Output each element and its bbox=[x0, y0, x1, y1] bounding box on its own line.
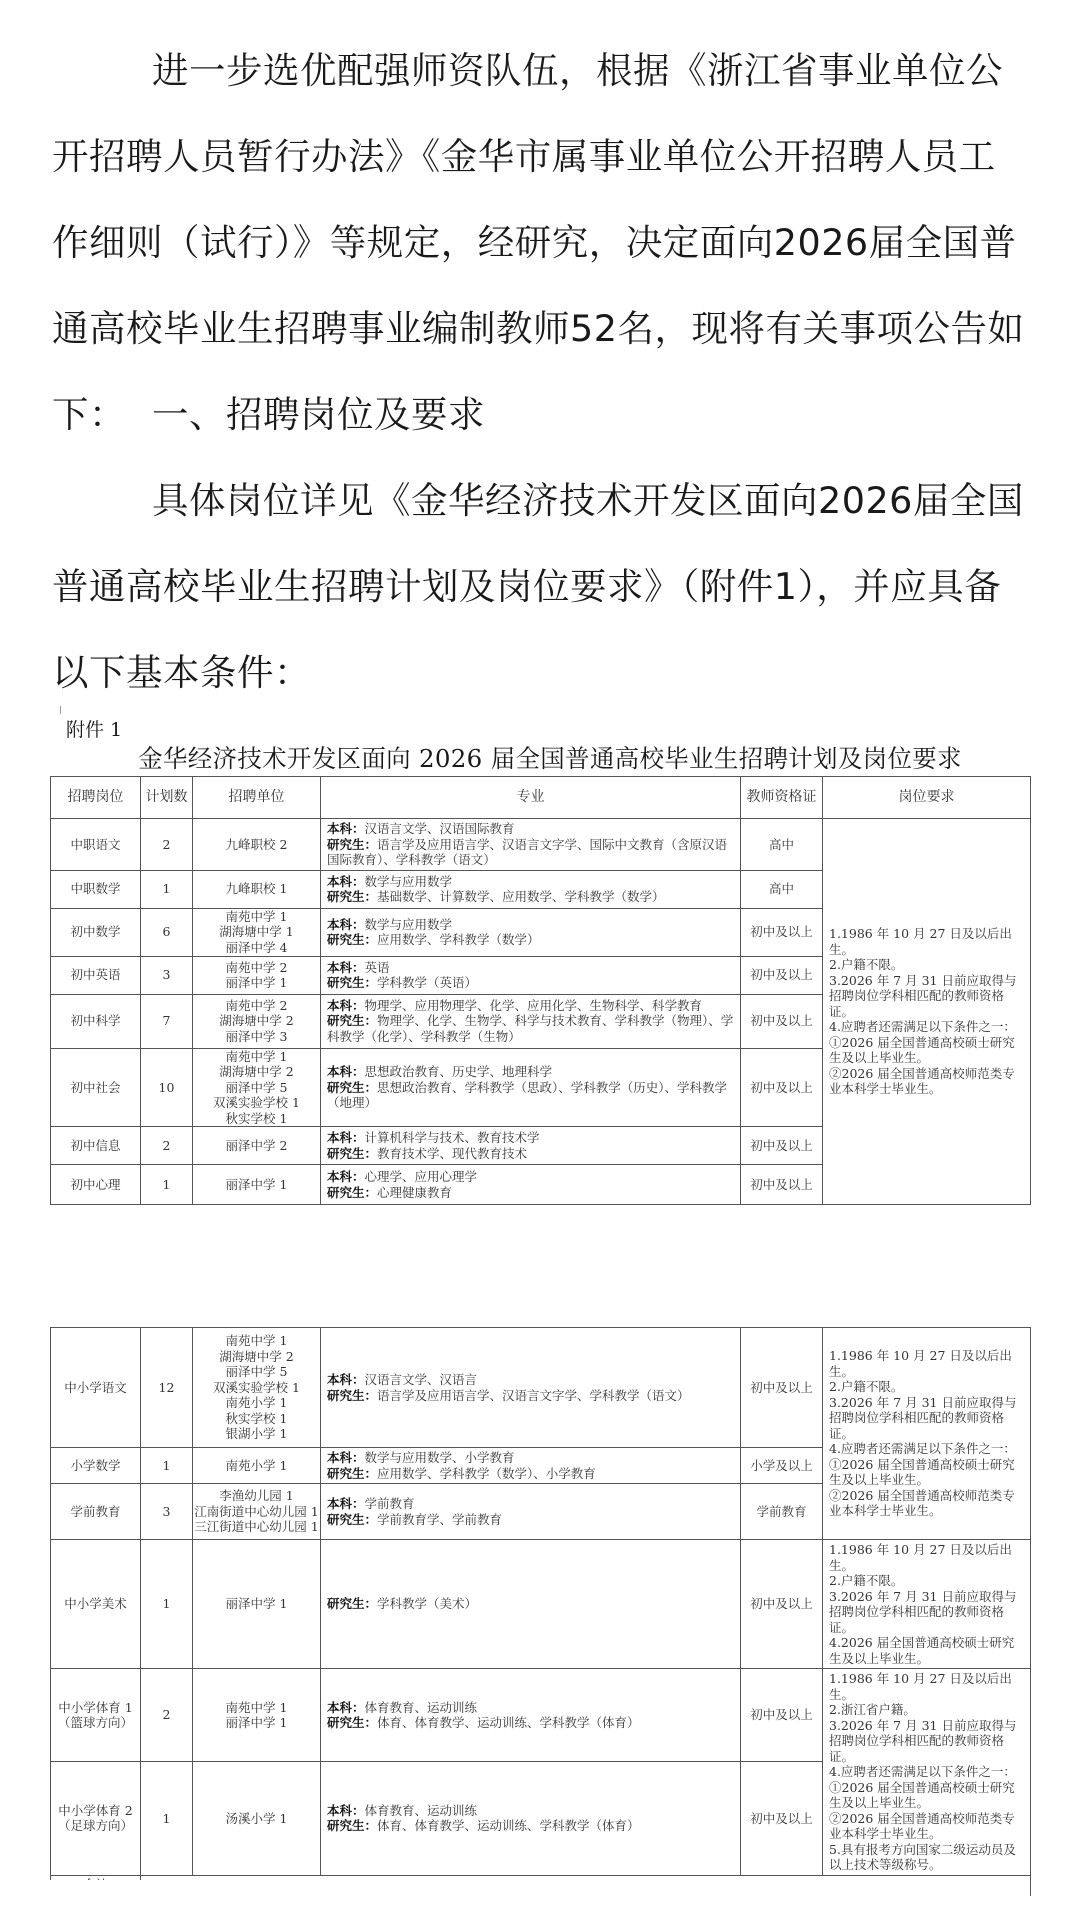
cell-requirements bbox=[823, 1669, 1031, 1876]
cell-units bbox=[193, 1669, 321, 1762]
major-graduate-text: 体育、体育教学、运动训练、学科教学（体育） bbox=[377, 1818, 640, 1834]
label-undergrad: 本科： bbox=[327, 1496, 365, 1511]
cell-cert: 初中及以上 bbox=[741, 1540, 823, 1669]
major-graduate-text: 心理健康教育 bbox=[377, 1184, 453, 1200]
label-graduate: 研究生： bbox=[327, 1079, 378, 1095]
cell-post: 初中英语 bbox=[51, 956, 141, 994]
cell-post: 中小学体育 2（足球方向） bbox=[51, 1762, 141, 1875]
cell-major bbox=[321, 1048, 741, 1127]
cell-units bbox=[193, 819, 321, 871]
major-undergrad bbox=[327, 874, 734, 890]
unit-line: 九峰职校 2 bbox=[225, 836, 288, 852]
cell-count: 1 bbox=[141, 1540, 193, 1669]
scan-tick-mark bbox=[60, 706, 61, 714]
major-graduate bbox=[327, 1818, 734, 1834]
cell-major bbox=[321, 870, 741, 908]
cell-count: 7 bbox=[141, 994, 193, 1048]
cell-requirements bbox=[823, 1328, 1031, 1540]
cell-cert: 小学及以上 bbox=[741, 1448, 823, 1484]
recruitment-table-2 bbox=[50, 1327, 1031, 1896]
major-graduate bbox=[327, 1080, 734, 1111]
major-graduate bbox=[327, 1185, 734, 1201]
requirement-line: ②2026 届全国普通高校师范类专业本科学士毕业生。 bbox=[829, 1810, 1015, 1841]
requirement-line: 3.2026 年 7 月 31 日前应取得与招聘岗位学科相匹配的教师资格证。 bbox=[829, 1394, 1017, 1441]
header-post: 招聘岗位 bbox=[51, 777, 141, 819]
cell-count: 10 bbox=[141, 1048, 193, 1127]
cell-units bbox=[193, 1165, 321, 1205]
cell-count: 6 bbox=[141, 908, 193, 956]
label-graduate: 研究生： bbox=[327, 975, 378, 990]
cell-post: 学前教育 bbox=[51, 1484, 141, 1540]
cell-major bbox=[321, 908, 741, 956]
major-undergrad-text: 学前教育 bbox=[364, 1496, 415, 1511]
unit-line: 丽泽中学 4 bbox=[225, 939, 288, 955]
unit-line: 三江街道中心幼儿园 1 bbox=[194, 1519, 319, 1535]
unit-line: 丽泽中学 1 bbox=[225, 1596, 288, 1612]
cell-units bbox=[193, 1484, 321, 1540]
cell-major bbox=[321, 1762, 741, 1875]
major-undergrad-text: 体育教育、运动训练 bbox=[364, 1802, 478, 1818]
cell-count: 1 bbox=[141, 1448, 193, 1484]
header-unit: 招聘单位 bbox=[193, 777, 321, 819]
major-graduate-text: 思想政治教育、学科教学（思政）、学科教学（历史）、学科教学（地理） bbox=[327, 1079, 728, 1110]
unit-line: 丽泽中学 1 bbox=[225, 975, 288, 990]
unit-line: 湖海塘中学 1 bbox=[219, 924, 294, 940]
cell-cert: 高中 bbox=[741, 870, 823, 908]
cell-units bbox=[193, 908, 321, 956]
cell-cert: 初中及以上 bbox=[741, 1127, 823, 1165]
major-graduate-text: 语言学及应用语言学、汉语言文字学、学科教学（语文） bbox=[377, 1387, 690, 1403]
cell-cert: 初中及以上 bbox=[741, 1165, 823, 1205]
unit-line: 南苑小学 1 bbox=[225, 1395, 288, 1411]
cell-post: 初中数学 bbox=[51, 908, 141, 956]
major-undergrad-text: 计算机科学与技术、教育技术学 bbox=[364, 1130, 540, 1145]
label-undergrad: 本科： bbox=[327, 1372, 365, 1387]
label-graduate: 研究生： bbox=[327, 932, 378, 947]
label-undergrad: 本科： bbox=[327, 821, 365, 836]
label-undergrad: 本科： bbox=[327, 1169, 365, 1184]
major-graduate bbox=[327, 1466, 734, 1482]
major-graduate bbox=[327, 1146, 734, 1162]
unit-line: 双溪实验学校 1 bbox=[213, 1095, 300, 1110]
unit-line: 江南街道中心幼儿园 1 bbox=[194, 1503, 319, 1519]
unit-line: 南苑中学 1 bbox=[225, 1333, 288, 1349]
cell-cert: 初中及以上 bbox=[741, 994, 823, 1048]
requirement-line: 4.应聘者还需满足以下条件之一： bbox=[829, 1764, 1016, 1779]
major-graduate bbox=[327, 1013, 734, 1044]
section-heading-1: 一、招聘岗位及要求 bbox=[152, 393, 485, 436]
label-graduate: 研究生： bbox=[327, 1013, 378, 1029]
major-undergrad bbox=[327, 1169, 734, 1185]
cell-major bbox=[321, 1328, 741, 1448]
unit-line: 南苑中学 1 bbox=[225, 1048, 288, 1064]
cell-post: 初中社会 bbox=[51, 1048, 141, 1127]
label-graduate: 研究生： bbox=[327, 836, 378, 852]
major-undergrad bbox=[327, 960, 734, 976]
major-undergrad-text: 数学与应用数学 bbox=[364, 916, 453, 932]
cell-major bbox=[321, 1540, 741, 1669]
cell-units bbox=[193, 1127, 321, 1165]
header-requirements: 岗位要求 bbox=[823, 777, 1031, 819]
cell-major bbox=[321, 994, 741, 1048]
requirement-line: ①2026 届全国普通高校硕士研究生及以上毕业生。 bbox=[829, 1779, 1015, 1810]
requirement-line: 2.浙江省户籍。 bbox=[829, 1702, 916, 1717]
requirement-line: 3.2026 年 7 月 31 日前应取得与招聘岗位学科相匹配的教师资格证。 bbox=[829, 1717, 1017, 1764]
unit-line: 汤溪小学 1 bbox=[225, 1810, 288, 1826]
major-undergrad-text: 体育教育、运动训练 bbox=[364, 1699, 478, 1715]
cell-requirements bbox=[823, 1540, 1031, 1669]
major-graduate bbox=[327, 1596, 734, 1612]
major-undergrad-text: 数学与应用数学、小学教育 bbox=[364, 1450, 515, 1465]
unit-line: 南苑中学 1 bbox=[225, 1699, 288, 1715]
requirement-line: 5.具有报考方向国家二级运动员及以上技术等级称号。 bbox=[829, 1841, 1016, 1872]
cell-units bbox=[193, 870, 321, 908]
major-undergrad-text: 英语 bbox=[364, 959, 390, 975]
recruitment-table-1 bbox=[50, 776, 1031, 1205]
label-graduate: 研究生： bbox=[327, 1465, 378, 1481]
cell-cert: 初中及以上 bbox=[741, 908, 823, 956]
unit-line: 丽泽中学 5 bbox=[225, 1364, 288, 1380]
major-graduate bbox=[327, 975, 734, 991]
cell-units bbox=[193, 994, 321, 1048]
requirement-line: 4.2026 届全国普通高校硕士研究生及以上毕业生。 bbox=[829, 1635, 1015, 1666]
cell-cert: 初中及以上 bbox=[741, 1328, 823, 1448]
cell-cert: 初中及以上 bbox=[741, 956, 823, 994]
cell-cert: 高中 bbox=[741, 819, 823, 871]
cell-major bbox=[321, 819, 741, 871]
unit-line: 丽泽中学 3 bbox=[225, 1028, 288, 1044]
label-graduate: 研究生： bbox=[327, 1387, 378, 1403]
unit-line: 双溪实验学校 1 bbox=[213, 1379, 300, 1395]
cell-requirements bbox=[823, 819, 1031, 1205]
cell-post: 中小学体育 1（篮球方向） bbox=[51, 1669, 141, 1762]
label-graduate: 研究生： bbox=[327, 1715, 378, 1731]
cell-units bbox=[193, 1448, 321, 1484]
unit-line: 南苑中学 1 bbox=[225, 908, 288, 924]
cell-count: 3 bbox=[141, 956, 193, 994]
requirement-line: 2.户籍不限。 bbox=[829, 1379, 904, 1395]
major-graduate-text: 体育、体育教学、运动训练、学科教学（体育） bbox=[377, 1715, 640, 1731]
major-undergrad bbox=[327, 1450, 734, 1466]
major-undergrad-text: 思想政治教育、历史学、地理科学 bbox=[364, 1064, 553, 1079]
unit-line: 丽泽中学 2 bbox=[225, 1137, 288, 1153]
label-graduate: 研究生： bbox=[327, 889, 378, 904]
label-graduate: 研究生： bbox=[327, 1818, 378, 1834]
cell-count: 1 bbox=[141, 1762, 193, 1875]
cell-major bbox=[321, 1484, 741, 1540]
cell-units bbox=[193, 1328, 321, 1448]
attachment-label: 附件 1 bbox=[66, 719, 123, 741]
label-undergrad: 本科： bbox=[327, 1450, 365, 1465]
cell-count: 2 bbox=[141, 819, 193, 871]
major-graduate-text: 应用数学、学科教学（数学） bbox=[377, 932, 540, 947]
requirement-line: 2.户籍不限。 bbox=[829, 1573, 904, 1588]
unit-line: 秋实学校 1 bbox=[225, 1110, 288, 1126]
major-graduate bbox=[327, 837, 734, 868]
cell-count: 2 bbox=[141, 1669, 193, 1762]
cell-units bbox=[193, 1048, 321, 1127]
cell-major bbox=[321, 1165, 741, 1205]
requirement-line: 1.1986 年 10 月 27 日及以后出生。 bbox=[829, 1542, 1012, 1573]
major-graduate bbox=[327, 1715, 734, 1731]
major-graduate-text: 物理学、化学、生物学、科学与技术教育、学科教学（物理）、学科教学（化学）、学科教学（生物） bbox=[327, 1013, 734, 1044]
cell-count: 1 bbox=[141, 870, 193, 908]
label-graduate: 研究生： bbox=[327, 1184, 378, 1200]
major-graduate-text: 基础数学、计算数学、应用数学、学科教学（数学） bbox=[377, 889, 665, 904]
label-undergrad: 本科： bbox=[327, 1130, 365, 1145]
document-title: 金华经济技术开发区面向 2026 届全国普通高校毕业生招聘计划及岗位要求 bbox=[138, 744, 962, 773]
cell-post: 初中信息 bbox=[51, 1127, 141, 1165]
cell-units bbox=[193, 1540, 321, 1669]
cell-cert: 学前教育 bbox=[741, 1484, 823, 1540]
unit-line: 湖海塘中学 2 bbox=[219, 1348, 294, 1364]
major-undergrad-text: 物理学、应用物理学、化学、应用化学、生物科学、科学教育 bbox=[364, 997, 703, 1013]
table-row bbox=[51, 1669, 1031, 1762]
header-cert: 教师资格证 bbox=[741, 777, 823, 819]
major-undergrad bbox=[327, 1064, 734, 1080]
unit-line: 南苑中学 2 bbox=[225, 997, 288, 1013]
major-graduate-text: 学前教育学、学前教育 bbox=[377, 1511, 503, 1527]
major-undergrad bbox=[327, 821, 734, 837]
cell-post: 初中心理 bbox=[51, 1165, 141, 1205]
table-row bbox=[51, 1540, 1031, 1669]
major-graduate-text: 应用数学、学科教学（数学）、小学教育 bbox=[377, 1465, 596, 1481]
unit-line: 秋实学校 1 bbox=[225, 1410, 288, 1426]
header-major: 专业 bbox=[321, 777, 741, 819]
cell-count: 12 bbox=[141, 1328, 193, 1448]
requirement-line: ①2026 届全国普通高校硕士研究生及以上毕业生。 bbox=[829, 1034, 1015, 1066]
requirement-line: ①2026 届全国普通高校硕士研究生及以上毕业生。 bbox=[829, 1456, 1015, 1488]
major-graduate bbox=[327, 1388, 734, 1404]
cell-post: 中小学美术 bbox=[51, 1540, 141, 1669]
major-graduate bbox=[327, 1512, 734, 1528]
major-undergrad-text: 心理学、应用心理学 bbox=[364, 1169, 478, 1184]
requirement-line: 4.应聘者还需满足以下条件之一： bbox=[829, 1019, 1016, 1035]
major-graduate bbox=[327, 932, 734, 948]
cell-post: 小学数学 bbox=[51, 1448, 141, 1484]
cell-post: 中小学语文 bbox=[51, 1328, 141, 1448]
major-graduate-text: 学科教学（美术） bbox=[377, 1596, 478, 1612]
requirement-line: 1.1986 年 10 月 27 日及以后出生。 bbox=[829, 1671, 1012, 1702]
requirement-line: 4.应聘者还需满足以下条件之一： bbox=[829, 1441, 1016, 1457]
label-undergrad: 本科： bbox=[327, 997, 365, 1013]
requirement-line: 3.2026 年 7 月 31 日前应取得与招聘岗位学科相匹配的教师资格证。 bbox=[829, 1588, 1017, 1635]
label-undergrad: 本科： bbox=[327, 873, 365, 889]
major-undergrad-text: 数学与应用数学 bbox=[364, 873, 453, 889]
major-undergrad bbox=[327, 1700, 734, 1716]
requirement-line: ②2026 届全国普通高校师范类专业本科学士毕业生。 bbox=[829, 1487, 1015, 1519]
cell-cert: 初中及以上 bbox=[741, 1762, 823, 1875]
major-graduate-text: 学科教学（英语） bbox=[377, 975, 478, 990]
cell-major bbox=[321, 956, 741, 994]
major-undergrad bbox=[327, 917, 734, 933]
label-graduate: 研究生： bbox=[327, 1145, 378, 1161]
major-graduate bbox=[327, 889, 734, 905]
major-graduate-text: 语言学及应用语言学、汉语言文字学、国际中文教育（含原汉语国际教育）、学科教学（语文） bbox=[327, 836, 728, 867]
cell-cert: 初中及以上 bbox=[741, 1048, 823, 1127]
label-graduate: 研究生： bbox=[327, 1596, 378, 1612]
unit-line: 丽泽中学 5 bbox=[225, 1079, 288, 1095]
table-row bbox=[51, 1328, 1031, 1448]
unit-line: 南苑中学 2 bbox=[225, 959, 288, 975]
unit-line: 丽泽中学 1 bbox=[225, 1715, 288, 1731]
cell-major bbox=[321, 1127, 741, 1165]
cell-units bbox=[193, 956, 321, 994]
cell-post: 中职数学 bbox=[51, 870, 141, 908]
label-undergrad: 本科： bbox=[327, 1802, 365, 1818]
label-undergrad: 本科： bbox=[327, 1064, 365, 1079]
intro-paragraph-1: 进一步选优配强师资队伍，根据《浙江省事业单位公开招聘人员暂行办法》《金华市属事业单位公开招聘人员工作细则（试行）》等规定，经研究，决定面向2026届全国普通高校毕业生招聘事业编制教师52名，现将有关事项公告如下： bbox=[52, 49, 1025, 436]
requirement-line: ②2026 届全国普通高校师范类专业本科学士毕业生。 bbox=[829, 1065, 1015, 1097]
requirement-line: 2.户籍不限。 bbox=[829, 957, 904, 973]
page-crop-edge bbox=[50, 1880, 1030, 1921]
cell-post: 中职语文 bbox=[51, 819, 141, 871]
unit-line: 银湖小学 1 bbox=[225, 1426, 288, 1442]
unit-line: 李渔幼儿园 1 bbox=[219, 1488, 294, 1504]
cell-units bbox=[193, 1762, 321, 1875]
header-count: 计划数 bbox=[141, 777, 193, 819]
cell-major bbox=[321, 1448, 741, 1484]
major-undergrad bbox=[327, 1130, 734, 1146]
major-undergrad bbox=[327, 1372, 734, 1388]
table-header-row bbox=[51, 777, 1031, 819]
cell-count: 3 bbox=[141, 1484, 193, 1540]
major-undergrad bbox=[327, 1803, 734, 1819]
requirement-line: 1.1986 年 10 月 27 日及以后出生。 bbox=[829, 926, 1012, 957]
cell-count: 2 bbox=[141, 1127, 193, 1165]
unit-line: 湖海塘中学 2 bbox=[219, 1013, 294, 1029]
intro-paragraph-3: 具体岗位详见《金华经济技术开发区面向2026届全国普通高校毕业生招聘计划及岗位要求》（附件1），并应具备以下基本条件： bbox=[52, 479, 1024, 694]
cell-count: 1 bbox=[141, 1165, 193, 1205]
unit-line: 九峰职校 1 bbox=[225, 881, 288, 897]
unit-line: 丽泽中学 1 bbox=[225, 1176, 288, 1192]
label-graduate: 研究生： bbox=[327, 1511, 378, 1527]
cell-post: 初中科学 bbox=[51, 994, 141, 1048]
major-undergrad-text: 汉语言文学、汉语国际教育 bbox=[364, 821, 515, 836]
label-undergrad: 本科： bbox=[327, 1699, 365, 1715]
table-row bbox=[51, 819, 1031, 871]
label-undergrad: 本科： bbox=[327, 959, 365, 975]
requirement-line: 3.2026 年 7 月 31 日前应取得与招聘岗位学科相匹配的教师资格证。 bbox=[829, 972, 1017, 1019]
requirement-line: 1.1986 年 10 月 27 日及以后出生。 bbox=[829, 1348, 1012, 1379]
cell-cert: 初中及以上 bbox=[741, 1669, 823, 1762]
cell-major bbox=[321, 1669, 741, 1762]
label-undergrad: 本科： bbox=[327, 916, 365, 932]
major-undergrad bbox=[327, 1496, 734, 1512]
unit-line: 南苑小学 1 bbox=[225, 1457, 288, 1473]
unit-line: 湖海塘中学 2 bbox=[219, 1064, 294, 1079]
major-undergrad bbox=[327, 998, 734, 1014]
major-undergrad-text: 汉语言文学、汉语言 bbox=[364, 1372, 478, 1387]
major-graduate-text: 教育技术学、现代教育技术 bbox=[377, 1145, 528, 1161]
